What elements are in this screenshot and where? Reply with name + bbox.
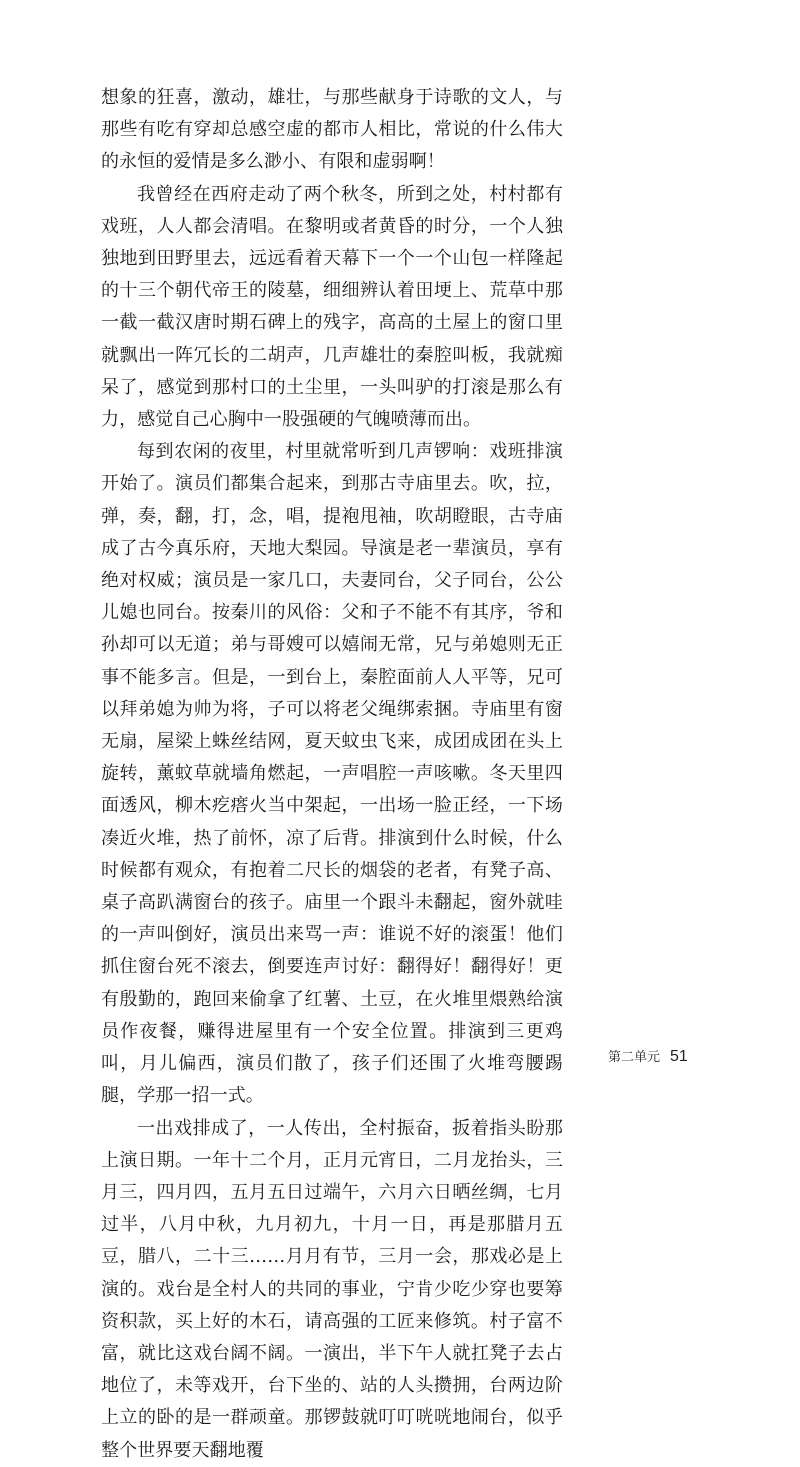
paragraph-4: 一出戏排成了，一人传出，全村振奋，扳着指头盼那上演日期。一年十二个月，正月元宵日，二月龙抬头，三月三，四月四，五月五日过端午，六月六日晒丝绸，七月过半，八月中秋，九月初九，十月一日，再是那腊月五豆，腊八，二十三……月月有节，三月一会，那戏必是上演的。戏台是全村人的共同的事业，宁肯少吃少穿也要筹资积款，买上好的木石，请高强的工匠来修筑。村子富不富，就比这戏台阔不阔。一演出，半下午人就扛凳子去占地位了，未等戏开，台下坐的、站的人头攒拥，台两边阶上立的卧的是一群顽童。那锣鼓就叮叮咣咣地闹台，似乎整个世界要天翻地覆 <box>101 1117 563 1461</box>
paragraph-3: 每到农闲的夜里，村里就常听到几声锣响：戏班排演开始了。演员们都集合起来，到那古寺庙里去。吹，拉，弹，奏，翻，打，念，唱，提袍甩袖，吹胡瞪眼，古寺庙成了古今真乐府，天地大梨园。导演是老一辈演员，享有绝对权威；演员是一家几口，夫妻同台，父子同台，公公儿媳也同台。按秦川的风俗：父和子不能不有其序，爷和孙却可以无道；弟与哥嫂可以嬉闹无常，兄与弟媳则无正事不能多言。但是，一到台上，秦腔面前人人平等，兄可以拜弟媳为帅为将，子可以将老父绳绑索捆。寺庙里有窗无扇，屋梁上蛛丝结网，夏天蚊虫飞来，成团成团在头上旋转，薰蚊草就墙角燃起，一声唱腔一声咳嗽。冬天里四面透风，柳木疙瘩火当中架起，一出场一脸正经，一下场凑近火堆，热了前怀，凉了后背。排演到什么时候，什么时候都有观众，有抱着二尺长的烟袋的老者，有凳子高、桌子高趴满窗台的孩子。庙里一个跟斗未翻起，窗外就哇的一声叫倒好，演员出来骂一声：谁说不好的滚蛋！他们抓住窗台死不滚去，倒要连声讨好：翻得好！翻得好！更有殷勤的，跑回来偷拿了红薯、土豆，在火堆里煨熟给演员作夜餐，赚得进屋里有一个安全位置。排演到三更鸡叫，月儿偏西，演员们散了，孩子们还围了火堆弯腰踢腿，学那一招一式。 <box>101 441 563 1107</box>
page-footer <box>608 1046 688 1066</box>
unit-label: 第二单元 <box>608 1050 661 1065</box>
body-text <box>101 82 563 1467</box>
paragraph-2: 我曾经在西府走动了两个秋冬，所到之处，村村都有戏班，人人都会清唱。在黎明或者黄昏的时分，一个人独独地到田野里去，远远看着天幕下一个一个山包一样隆起的十三个朝代帝王的陵墓，细细辨认着田埂上、荒草中那一截一截汉唐时期石碑上的残字，高高的土屋上的窗口里就飘出一阵冗长的二胡声，几声雄壮的秦腔叫板，我就痴呆了，感觉到那村口的土尘里，一头叫驴的打滚是那么有力，感觉自己心胸中一股强硬的气魄喷薄而出。 <box>101 183 563 431</box>
paragraph-1: 想象的狂喜，激动，雄壮，与那些献身于诗歌的文人，与那些有吃有穿却总感空虚的都市人相比，常说的什么伟大的永恒的爱情是多么渺小、有限和虚弱啊！ <box>101 87 563 173</box>
page-number: 51 <box>670 1048 688 1065</box>
